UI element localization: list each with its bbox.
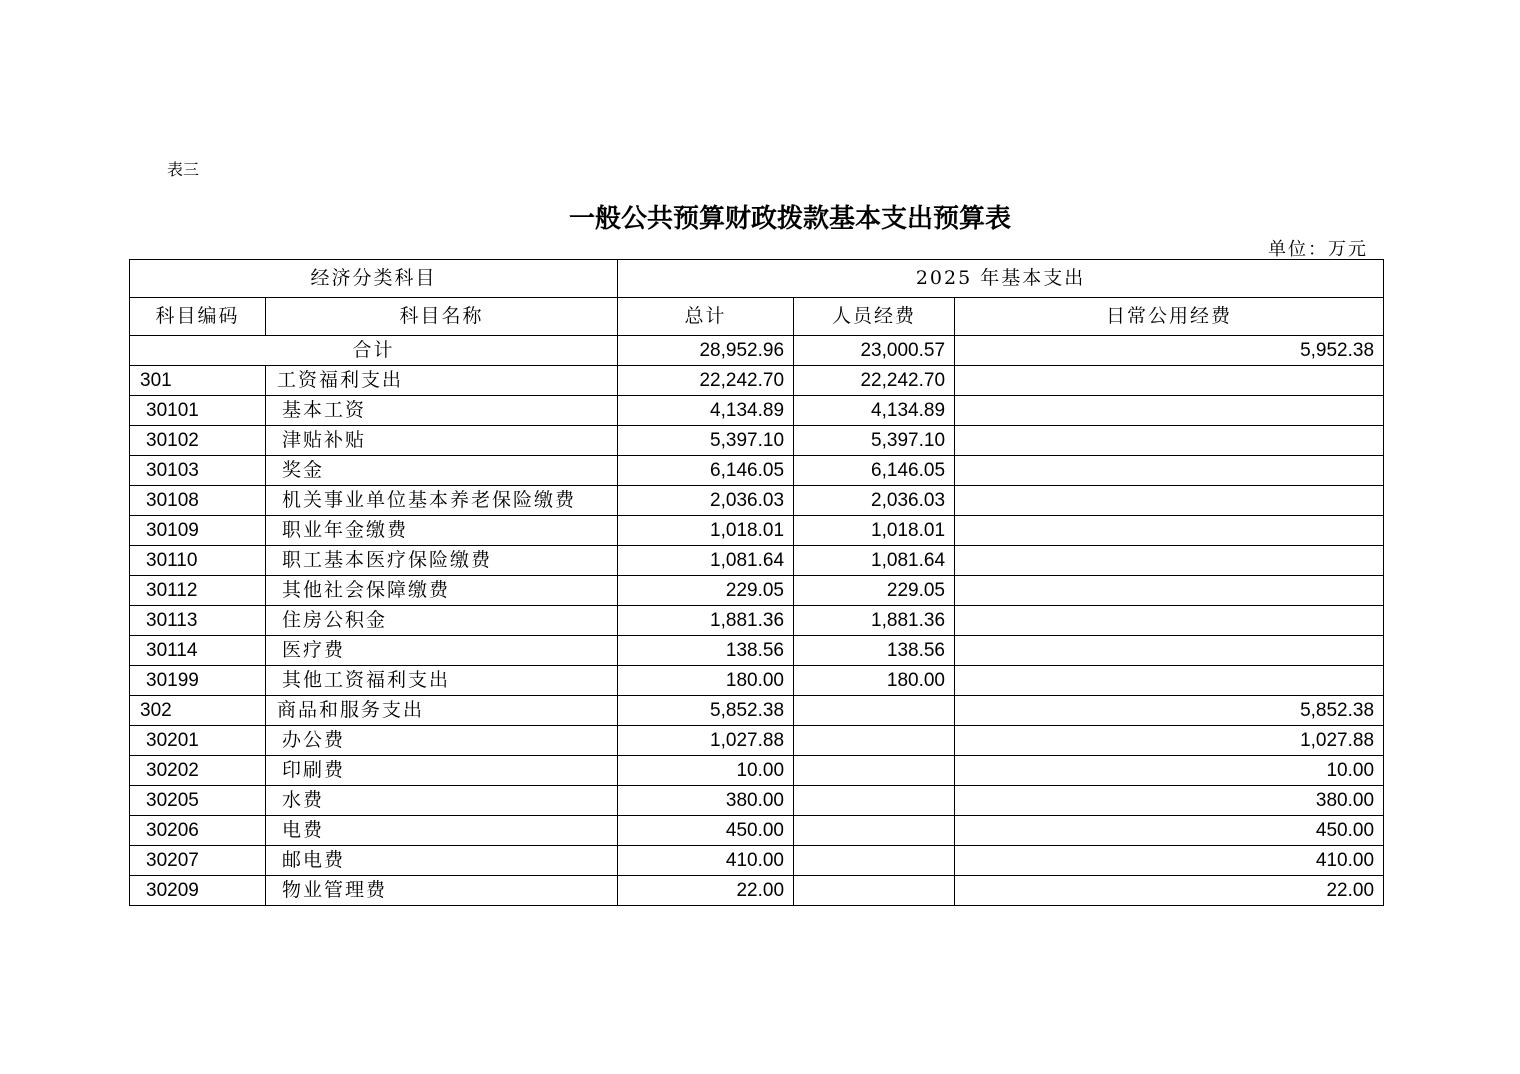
- row-total: 1,881.36: [618, 606, 794, 636]
- row-name: 邮电费: [266, 846, 618, 876]
- row-personnel: 2,036.03: [794, 486, 955, 516]
- row-total: 5,852.38: [618, 696, 794, 726]
- table-row: [130, 726, 1384, 756]
- row-code: 30102: [130, 426, 266, 456]
- row-total: 1,081.64: [618, 546, 794, 576]
- row-public: 22.00: [955, 876, 1384, 906]
- row-name: 医疗费: [266, 636, 618, 666]
- row-public: [955, 456, 1384, 486]
- row-total: 410.00: [618, 846, 794, 876]
- header-row-group: [130, 260, 1384, 298]
- row-name: 奖金: [266, 456, 618, 486]
- row-name: 其他工资福利支出: [266, 666, 618, 696]
- budget-table: [129, 259, 1384, 906]
- row-personnel: 6,146.05: [794, 456, 955, 486]
- row-name: 物业管理费: [266, 876, 618, 906]
- table-row: [130, 516, 1384, 546]
- row-name: 住房公积金: [266, 606, 618, 636]
- row-public: 450.00: [955, 816, 1384, 846]
- table-row: [130, 366, 1384, 396]
- sum-total: 28,952.96: [618, 336, 794, 366]
- row-personnel: 138.56: [794, 636, 955, 666]
- row-personnel: 180.00: [794, 666, 955, 696]
- row-name: 印刷费: [266, 756, 618, 786]
- row-name: 基本工资: [266, 396, 618, 426]
- row-total: 380.00: [618, 786, 794, 816]
- header-personnel: 人员经费: [794, 298, 955, 336]
- row-personnel: 1,081.64: [794, 546, 955, 576]
- row-name: 职工基本医疗保险缴费: [266, 546, 618, 576]
- row-name: 工资福利支出: [266, 366, 618, 396]
- sum-label: 合计: [130, 336, 618, 366]
- row-total: 10.00: [618, 756, 794, 786]
- row-code: 30114: [130, 636, 266, 666]
- header-econ-class: 经济分类科目: [130, 260, 618, 298]
- row-personnel: [794, 696, 955, 726]
- row-personnel: 1,018.01: [794, 516, 955, 546]
- row-name: 办公费: [266, 726, 618, 756]
- row-code: 30109: [130, 516, 266, 546]
- row-name: 其他社会保障缴费: [266, 576, 618, 606]
- table-row: [130, 606, 1384, 636]
- table-row: [130, 456, 1384, 486]
- row-total: 229.05: [618, 576, 794, 606]
- row-code: 30201: [130, 726, 266, 756]
- table-row: [130, 816, 1384, 846]
- row-code: 30112: [130, 576, 266, 606]
- row-personnel: 229.05: [794, 576, 955, 606]
- row-name: 机关事业单位基本养老保险缴费: [266, 486, 618, 516]
- row-code: 30108: [130, 486, 266, 516]
- row-public: 410.00: [955, 846, 1384, 876]
- row-personnel: 1,881.36: [794, 606, 955, 636]
- row-public: [955, 666, 1384, 696]
- table-row: [130, 486, 1384, 516]
- table-row: [130, 696, 1384, 726]
- table-row: [130, 426, 1384, 456]
- header-name: 科目名称: [266, 298, 618, 336]
- row-public: 380.00: [955, 786, 1384, 816]
- row-personnel: 5,397.10: [794, 426, 955, 456]
- row-name: 职业年金缴费: [266, 516, 618, 546]
- unit-label: 单位：万元: [1268, 239, 1368, 260]
- row-total: 22.00: [618, 876, 794, 906]
- row-public: 5,852.38: [955, 696, 1384, 726]
- row-total: 6,146.05: [618, 456, 794, 486]
- row-personnel: [794, 876, 955, 906]
- table-row: [130, 876, 1384, 906]
- row-personnel: 4,134.89: [794, 396, 955, 426]
- sum-personnel: 23,000.57: [794, 336, 955, 366]
- row-name: 水费: [266, 786, 618, 816]
- row-name: 商品和服务支出: [266, 696, 618, 726]
- row-public: 1,027.88: [955, 726, 1384, 756]
- table-row: [130, 396, 1384, 426]
- row-public: [955, 366, 1384, 396]
- row-total: 5,397.10: [618, 426, 794, 456]
- row-code: 302: [130, 696, 266, 726]
- header-code: 科目编码: [130, 298, 266, 336]
- table-label: 表三: [167, 160, 200, 179]
- row-total: 22,242.70: [618, 366, 794, 396]
- row-code: 30205: [130, 786, 266, 816]
- row-code: 30202: [130, 756, 266, 786]
- row-name: 电费: [266, 816, 618, 846]
- table-row: [130, 636, 1384, 666]
- row-code: 30101: [130, 396, 266, 426]
- row-public: [955, 396, 1384, 426]
- header-row-columns: [130, 298, 1384, 336]
- table-row: [130, 546, 1384, 576]
- sum-public: 5,952.38: [955, 336, 1384, 366]
- row-personnel: [794, 846, 955, 876]
- row-code: 30199: [130, 666, 266, 696]
- row-total: 138.56: [618, 636, 794, 666]
- page-title: 一般公共预算财政拨款基本支出预算表: [568, 204, 1011, 234]
- row-name: 津贴补贴: [266, 426, 618, 456]
- row-personnel: [794, 816, 955, 846]
- row-total: 1,027.88: [618, 726, 794, 756]
- row-personnel: 22,242.70: [794, 366, 955, 396]
- table-row: [130, 666, 1384, 696]
- row-public: [955, 576, 1384, 606]
- header-year-basic: 2025 年基本支出: [618, 260, 1384, 298]
- row-personnel: [794, 756, 955, 786]
- row-code: 301: [130, 366, 266, 396]
- header-public: 日常公用经费: [955, 298, 1384, 336]
- row-code: 30209: [130, 876, 266, 906]
- row-total: 450.00: [618, 816, 794, 846]
- row-code: 30103: [130, 456, 266, 486]
- row-code: 30207: [130, 846, 266, 876]
- row-total: 1,018.01: [618, 516, 794, 546]
- row-code: 30113: [130, 606, 266, 636]
- row-total: 180.00: [618, 666, 794, 696]
- header-total: 总计: [618, 298, 794, 336]
- row-code: 30206: [130, 816, 266, 846]
- row-code: 30110: [130, 546, 266, 576]
- table-row: [130, 846, 1384, 876]
- table-row: [130, 756, 1384, 786]
- row-total: 4,134.89: [618, 396, 794, 426]
- table-row: [130, 576, 1384, 606]
- row-public: [955, 606, 1384, 636]
- sum-row: [130, 336, 1384, 366]
- row-personnel: [794, 726, 955, 756]
- row-public: [955, 426, 1384, 456]
- table-row: [130, 786, 1384, 816]
- row-public: [955, 636, 1384, 666]
- row-public: [955, 546, 1384, 576]
- row-public: 10.00: [955, 756, 1384, 786]
- row-total: 2,036.03: [618, 486, 794, 516]
- row-public: [955, 516, 1384, 546]
- row-public: [955, 486, 1384, 516]
- row-personnel: [794, 786, 955, 816]
